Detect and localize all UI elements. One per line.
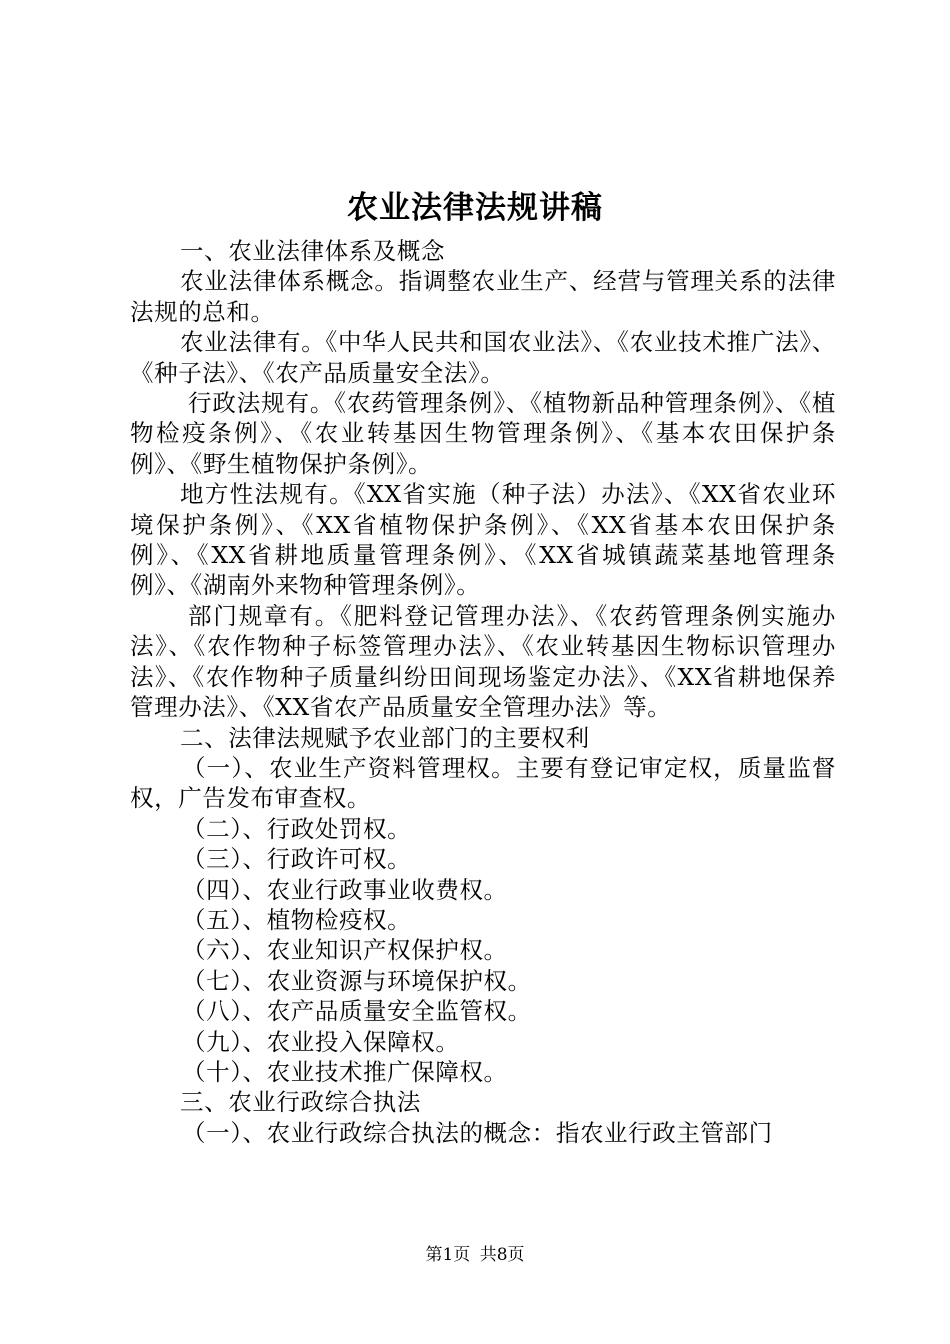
list-item-6: （六）、农业知识产权保护权。 <box>182 936 508 965</box>
paragraph-admin-regulations: 行政法规有。《农药管理条例》、《植物新品种管理条例》、《植物检疫条例》、《农业转基因生物管理条例》、《基本农田保护条例》、《野生植物保护条例》。 <box>130 389 836 478</box>
list-item-1: （一）、农业生产资料管理权。主要有登记审定权，质量监督权，广告发布审查权。 <box>130 753 836 813</box>
section-heading-2: 二、法律法规赋予农业部门的主要权利 <box>180 723 590 752</box>
list-item-8: （八）、农产品质量安全监管权。 <box>182 997 532 1026</box>
list-item-7: （七）、农业资源与环境保护权。 <box>182 966 532 995</box>
list-item-10: （十）、农业技术推广保障权。 <box>182 1057 508 1086</box>
section-heading-3: 三、农业行政综合执法 <box>180 1088 421 1117</box>
document-body <box>130 236 836 1148</box>
list-item-5: （五）、植物检疫权。 <box>182 905 412 934</box>
paragraph-laws: 农业法律有。《中华人民共和国农业法》、《农业技术推广法》、《种子法》、《农产品质量安全法》。 <box>130 328 836 387</box>
paragraph-enforcement-concept: （一）、农业行政综合执法的概念：指农业行政主管部门 <box>182 1118 773 1147</box>
paragraph-definition: 农业法律体系概念。指调整农业生产、经营与管理关系的法律法规的总和。 <box>130 267 836 326</box>
document-title: 农业法律法规讲稿 <box>347 190 603 226</box>
page-footer: 第1页 共8页 <box>425 1245 525 1265</box>
section-heading-1: 一、农业法律体系及概念 <box>180 237 446 265</box>
list-item-9: （九）、农业投入保障权。 <box>182 1027 460 1056</box>
list-item-4: （四）、农业行政事业收费权。 <box>182 875 508 904</box>
list-item-2: （二）、行政处罚权。 <box>182 814 412 843</box>
list-item-3: （三）、行政许可权。 <box>182 845 412 874</box>
paragraph-department-rules: 部门规章有。《肥料登记管理办法》、《农药管理条例实施办法》、《农作物种子标签管理办法》、《农业转基因生物标识管理办法》、《农作物种子质量纠纷田间现场鉴定办法》、《XX省耕地保养管理办法》、《XX省农产品质量安全管理办法》等。 <box>130 601 836 722</box>
paragraph-local-regulations: 地方性法规有。《XX省实施（种子法）办法》、《XX省农业环境保护条例》、《XX省植物保护条例》、《XX省基本农田保护条例》、《XX省耕地质量管理条例》、《XX省城镇蔬菜基地管理条例》、《湖南外来物种管理条例》。 <box>130 480 836 600</box>
